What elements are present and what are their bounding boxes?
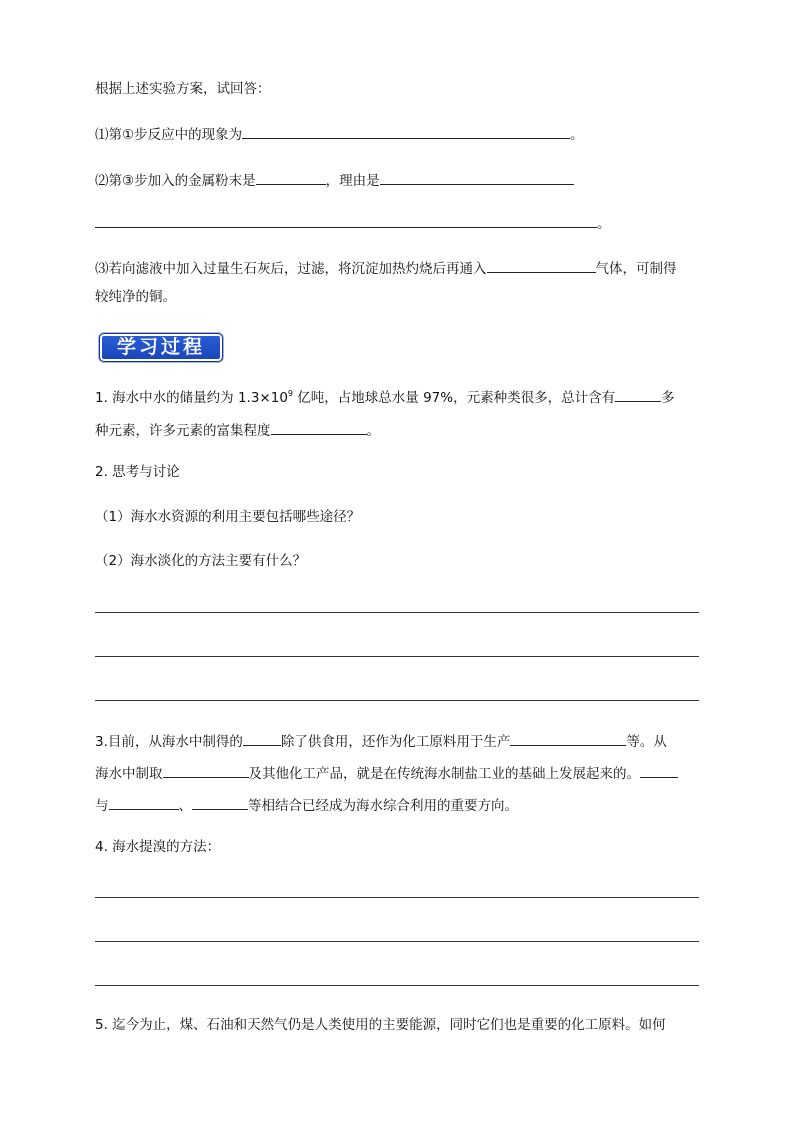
question-2-reason-line: 。 bbox=[95, 213, 611, 233]
question-3-line2: 较纯净的铜。 bbox=[95, 289, 176, 305]
answer-blank[interactable] bbox=[95, 213, 597, 228]
answer-blank[interactable] bbox=[510, 731, 626, 746]
item-4-title: 4. 海水提溴的方法： bbox=[95, 839, 221, 855]
answer-blank[interactable] bbox=[487, 258, 596, 273]
item-2-sub-1: （1）海水水资源的利用主要包括哪些途径？ bbox=[95, 509, 361, 525]
answer-blank[interactable] bbox=[243, 731, 281, 746]
answer-blank[interactable] bbox=[615, 387, 661, 402]
answer-blank[interactable] bbox=[640, 763, 678, 778]
answer-line[interactable] bbox=[95, 612, 699, 613]
answer-blank[interactable] bbox=[163, 763, 249, 778]
answer-blank[interactable] bbox=[109, 795, 179, 810]
answer-blank[interactable] bbox=[242, 124, 570, 139]
answer-line[interactable] bbox=[95, 941, 699, 942]
item-1-line2: 种元素，许多元素的富集程度 。 bbox=[95, 420, 380, 440]
item-3-line3: 与 、 等相结合已经成为海水综合利用的重要方向。 bbox=[95, 795, 518, 815]
intro-text: 根据上述实验方案，试回答： bbox=[95, 81, 271, 97]
question-1: ⑴第①步反应中的现象为 。 bbox=[95, 124, 584, 144]
question-3: ⑶若向滤液中加入过量生石灰后，过滤，将沉淀加热灼烧后再通入 气体，可制得 bbox=[95, 258, 677, 278]
item-3-line2: 海水中制取 及其他化工产品，就是在传统海水制盐工业的基础上发展起来的。 bbox=[95, 763, 678, 783]
answer-blank[interactable] bbox=[256, 170, 326, 185]
item-3: 3.目前，从海水中制得的 除了供食用，还作为化工原料用于生产 等。从 bbox=[95, 731, 667, 751]
answer-blank[interactable] bbox=[271, 420, 367, 435]
answer-line[interactable] bbox=[95, 897, 699, 898]
answer-line[interactable] bbox=[95, 985, 699, 986]
answer-blank[interactable] bbox=[380, 170, 574, 185]
item-5: 5. 迄今为止，煤、石油和天然气仍是人类使用的主要能源，同时它们也是重要的化工原料。如何 bbox=[95, 1017, 666, 1033]
item-2-sub-2: （2）海水淡化的方法主要有什么？ bbox=[95, 553, 307, 569]
answer-line[interactable] bbox=[95, 656, 699, 657]
question-2: ⑵第③步加入的金属粉末是 ，理由是 bbox=[95, 170, 574, 190]
item-1: 1. 海水中水的储量约为 $1.3\times 10^9$ 亿吨，占地球总水量 97%，元素种类很多，总计含有 多 bbox=[95, 389, 675, 406]
section-badge: 学习过程 bbox=[99, 333, 223, 362]
answer-blank[interactable] bbox=[192, 795, 248, 810]
answer-line[interactable] bbox=[95, 700, 699, 701]
item-2-title: 2. 思考与讨论 bbox=[95, 464, 180, 480]
